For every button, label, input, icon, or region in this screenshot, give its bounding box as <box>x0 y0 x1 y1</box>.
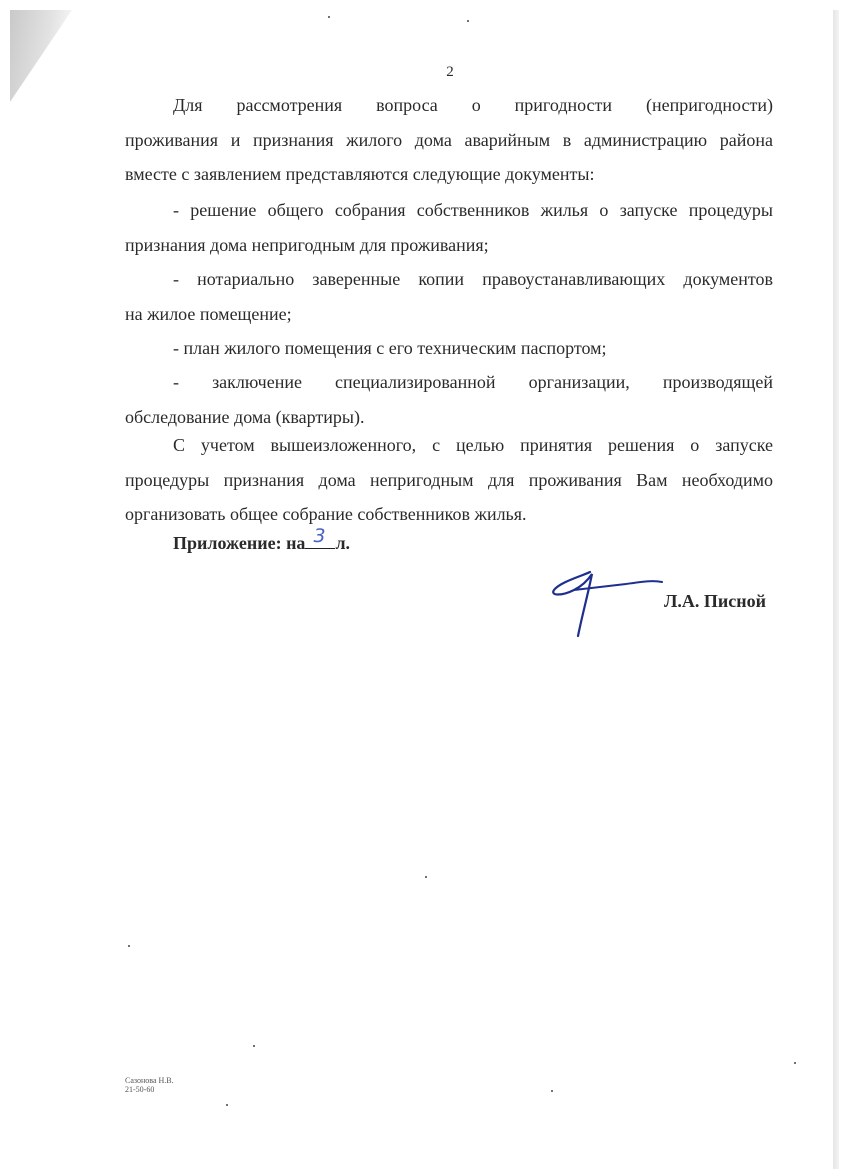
attachment-label: Приложение: на <box>173 533 306 553</box>
list-item-expert-conclusion <box>125 365 773 434</box>
scan-speck <box>253 1045 255 1047</box>
attachment-suffix: л. <box>335 533 351 553</box>
text-line: - заключение специализированной организации, производящей <box>173 372 773 392</box>
text-line: организовать общее собрание собственников жилья. <box>125 504 527 524</box>
text-line: признания дома непригодным для проживания; <box>125 234 489 255</box>
scan-speck <box>425 876 427 878</box>
text-line: на жилое помещение; <box>125 303 292 324</box>
signer-name: Л.А. Писной <box>664 591 767 611</box>
text-line: проживания и признания жилого дома аварийным в администрацию района <box>125 129 773 150</box>
attachment-count: 3 <box>313 525 326 547</box>
scan-speck <box>794 1062 796 1064</box>
scan-speck <box>467 20 469 22</box>
attachment-line <box>173 525 351 554</box>
attachment-count-field <box>305 525 335 549</box>
text-line: вместе с заявлением представляются следующие документы: <box>125 164 595 184</box>
executor-info <box>125 1076 174 1094</box>
text-line: обследование дома (квартиры). <box>125 406 365 427</box>
list-item-meeting-decision <box>125 193 773 262</box>
text-line: Для рассмотрения вопроса о пригодности (непригодности) <box>173 95 773 115</box>
scan-page-fold <box>10 10 72 102</box>
scan-speck <box>226 1104 228 1106</box>
scan-speck <box>128 945 130 947</box>
scan-page-edge <box>833 10 839 1169</box>
text-line: - нотариально заверенные копии правоустанавливающих документов <box>173 269 773 289</box>
executor-name: Сазонова Н.В. <box>125 1076 174 1085</box>
text-line: С учетом вышеизложенного, с целью принятия решения о запуске <box>173 435 773 455</box>
scan-speck <box>328 16 330 18</box>
paragraph-intro <box>125 88 773 192</box>
executor-phone: 21-50-60 <box>125 1085 155 1094</box>
scan-speck <box>551 1090 553 1092</box>
paragraph-conclusion <box>125 428 773 532</box>
handwritten-signature <box>548 566 668 638</box>
text-line: процедуры признания дома непригодным для проживания Вам необходимо <box>125 469 773 490</box>
list-item-floor-plan <box>125 331 773 366</box>
text-line: - план жилого помещения с его техническим паспортом; <box>173 338 607 358</box>
list-item-notarized-copies <box>125 262 773 331</box>
page-number: 2 <box>446 64 454 80</box>
text-line: - решение общего собрания собственников жилья о запуске процедуры <box>173 200 773 220</box>
